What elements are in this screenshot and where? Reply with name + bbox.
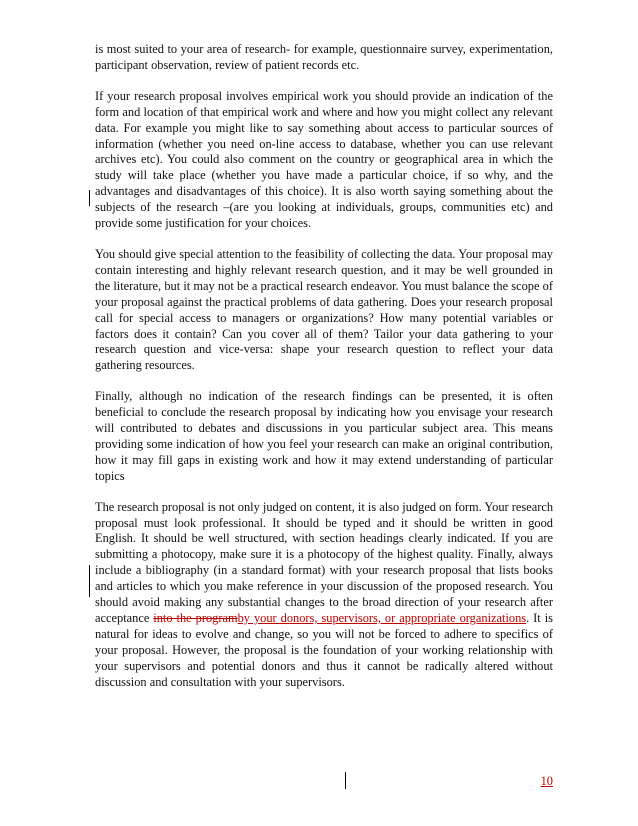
- inserted-text: by your donors, supervisors, or appropriate organizations: [237, 611, 527, 625]
- paragraph-text: . It is natural for ideas to evolve and change, so you will not be forced to adhere to specifics of your proposal. However, the proposal is the foundation of your working relationship with your supervisors and potential donors and thus it cannot be radically altered without discussion and consultation with your supervisors.: [95, 611, 553, 689]
- paragraph: Finally, although no indication of the research findings can be presented, it is often beneficial to conclude the research proposal by indicating how you envisage your research will contributed to debates and discussions in you particular subject area. This means providing some indication of how you feel your research can make an original contribution, how it may fill gaps in existing work and how it may extend understanding of particular topics: [95, 389, 553, 483]
- paragraph: If your research proposal involves empirical work you should provide an indication of the form and location of that empirical work and where and how you might collect any relevant data. For example you might like to say something about access to particular sources of information (whether you need on-line access to database, whether you can use relevant archives etc). You could also comment on the country or geographical area in which the study will take place (whether you have made a particular choice, if so why, and the advantages and disadvantages of this choice). It is also worth saying something about the subjects of the research –(are you looking at individuals, groups, communities etc) and provide some justification for your choices.: [95, 88, 553, 231]
- page-number: 10: [540, 774, 553, 788]
- revision-change-bar: [89, 190, 90, 206]
- document-body: [95, 42, 553, 706]
- paragraph: You should give special attention to the feasibility of collecting the data. Your proposal may contain interesting and highly relevant research question, and it may be well grounded in the literature, but it may not be a practical research endeavor. You must balance the scope of your proposal against the practical problems of data gathering. Does your research proposal call for special access to managers or organizations? How many potential variables or factors does it contain? Can you cover all of them? Tailor your data gathering to your research question and vice-versa: shape your research question to reflect your data gathering resources.: [95, 246, 553, 373]
- footer-change-bar: [345, 772, 346, 789]
- paragraph-with-tracked-changes: [95, 500, 553, 691]
- deleted-text: into the program: [153, 611, 238, 625]
- paragraph: is most suited to your area of research- for example, questionnaire survey, experimentation, participant observation, review of patient records etc.: [95, 42, 553, 72]
- paragraph-text: The research proposal is not only judged on content, it is also judged on form. Your research proposal must look professional. It should be typed and it should be written in good English. It should be well structured, with section headings clearly indicated. If you are submitting a photocopy, make sure it is a photocopy of the highest quality. Finally, always include a bibliography (in a standard format) with your research proposal that lists books and articles to which you make reference in your discussion of the proposed research. You should avoid making any substantial changes to the broad direction of your research after acceptance: [95, 499, 554, 625]
- revision-change-bar: [89, 565, 90, 597]
